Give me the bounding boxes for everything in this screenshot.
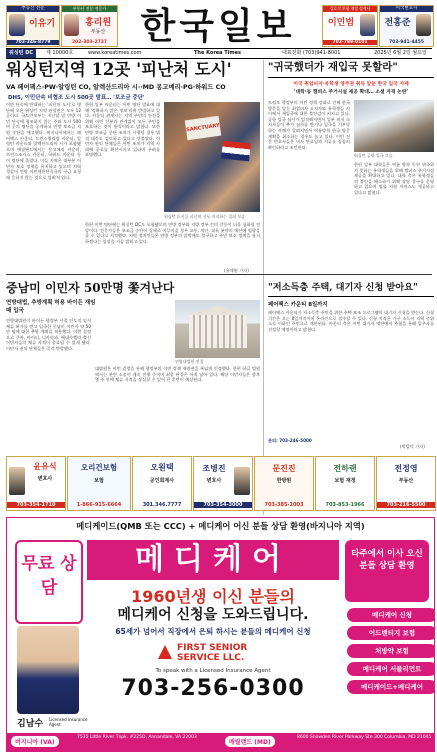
- ad-title: 전정영: [394, 464, 418, 473]
- agent-photo: [360, 14, 375, 36]
- ad-box-1[interactable]: [6, 456, 66, 511]
- lead-byline: (유제원 기자): [224, 268, 249, 273]
- ad-phone: 703-789-0101: [323, 40, 377, 45]
- lead-subheadline: VA 페어팩스·PW·알링턴 CO, 알렉산드리아 시··MD 몽고메리·PG·하워드 CO: [6, 84, 226, 91]
- ad-phone: 202-303-2737: [71, 40, 108, 45]
- menu-item-advantage[interactable]: 어드밴티지 보험: [347, 626, 435, 640]
- story2-photo: [354, 100, 434, 152]
- masthead-right-ad-2[interactable]: [379, 5, 434, 47]
- ad-phone: 703-941-4455: [388, 40, 425, 45]
- website-link[interactable]: www.koreatimes.com: [88, 50, 142, 56]
- ad-sub: 한방원: [276, 478, 292, 484]
- company-logo-icon: [157, 644, 173, 660]
- ad-phone: 703-354-1710: [7, 502, 65, 508]
- free-consult-badge: [15, 540, 83, 624]
- ad-tag: 부동산 전문: [7, 6, 59, 12]
- story3-photo: [175, 300, 260, 358]
- story2-body: 트럼프 행정부의 이민 정책 강화로 인해 한국 방문을 앞둔 취업비자 소지자와 유학생들 사이에서 재입국에 대한 불안감이 커지고 있다. 공항 입국 심사가 엄격해지면서 일부 비자 소지자들이 추가 심사를 받거나 입국을 거부당하는 사례가 알려지면서 여름방학 한국 방문 계획을 취소하는 경우도 늘고 있다. 이민 전문 변호사들은 비자 만료일과 서류를 꼼꼼히 확인하라고 조언한다.: [268, 100, 350, 150]
- story3-sub: 연방대법, 추방계획 허용 바이든 재임 때 입국: [6, 300, 96, 314]
- agent-photo: [416, 14, 431, 36]
- ad-phone: 301.346.7777: [142, 502, 182, 508]
- ad-title: 오리건보험: [80, 463, 118, 472]
- ad-sub: 부동산: [90, 29, 106, 35]
- masthead-title[interactable]: 한국일보: [140, 5, 296, 47]
- lead-photo-caption: 워싱턴 도시들 피난처 선포 지지하는 집회 모습: [164, 214, 246, 219]
- ad-name: 전홍준: [384, 18, 411, 28]
- ad-sub: 변호사: [37, 476, 53, 482]
- lead-body-left: 이번 단속에 반대하는 '피난처 도시'로 명단에 오른 워싱턴 지역 관할권은 모두 12곳이다. 국토안보부는 지난달 말 연방 이민 단속에 협조하지 않는 주와 도시 500여 곳의 명단을 공개하고 연방 보조금 지원 중단을 예고했다. 버지니아에서는 페어팩스 카운티, 프린스윌리엄 카운티, 알링턴 카운티와 알렉산드리아 시가 포함됐으며 메릴랜드에서는 몽고메리 카운티, 프린스조지스 카운티, 하워드 카운티 등이 명단에 올랐다. 이들 지역은 대부분 이민자 보호 정책을 유지하고 있으며 지역 경찰이 연방 이민세관단속국의 구금 요청에 응하지 않는 것으로 알려져 있다.: [6, 102, 81, 180]
- issue-number: 제 10000호: [46, 50, 74, 56]
- va-address: 7535 Little River Tnpk. #225D, Annandale, VA 22003: [77, 735, 197, 740]
- ad-phone: 703-346-8779: [7, 40, 59, 45]
- ad-title: 전하랜: [333, 464, 357, 473]
- medicare-top-banner: 메디케이드(QMB 또는 CCC) + 메디케어 어신 분들 상담 환영(바지니아 지역): [76, 521, 365, 531]
- medicare-title-band: [87, 540, 339, 580]
- ad-title: 오원택: [150, 463, 174, 472]
- lead-body-mid: 한편 일부 카운티는 이번 명단 발표에 대해 '정확하지 않은 정보'라며 반발하고 있다. 카운티 관계자는 지역 주민의 안전을 위해 이민 신분과 관계없이 모든 주민을 보호하는 것이 원칙이라고 밝혔다. 또한 연방 보조금 중단 조치가 시행될 경우 법적 대응도 검토하고 있다고 덧붙였다. 이민자 권익 단체들은 이번 조치가 지역 사회에 공포를 확산시키고 있다며 우려를 표명했다.: [85, 102, 160, 158]
- story2-sub2: '대학·동 캠퍼스 주거시설 제공 확대… 소셜 자격 논란': [294, 90, 408, 95]
- ad-photo: [234, 467, 250, 495]
- lead-kicker: DHS, 이민단속 비협조 도시 500곳 발표… '보조금 중단': [8, 95, 145, 101]
- ad-name: 홍리원: [84, 18, 112, 28]
- medicare-ad[interactable]: [6, 517, 435, 752]
- section-rule: [6, 274, 432, 275]
- ad-sub: 변호사: [206, 478, 222, 484]
- ad-phone: 703-354-3000: [194, 502, 252, 508]
- story3-headline[interactable]: 중남미 이민자 50만명 쫓겨난다: [6, 281, 175, 295]
- md-label: 메릴랜드 (MD): [225, 736, 275, 747]
- ad-tag: 미국변호사: [380, 6, 433, 12]
- signup-line: 메디케어 신청을 도와드립니다.: [117, 607, 309, 623]
- lead-body-bottom: 한편 이번 명단에는 워싱턴 DC도 포함됐으며 연방 정부와 지방 정부 간의 갈등이 더욱 심화될 전망이다. 전문가들은 보조금 중단이 실제로 이루어질 경우 교통, 치안, 교육 분야의 예산에 영향을 줄 수 있다고 지적했다. 지역 정치인들은 연방 정부의 압박에도 불구하고 주민 보호 정책을 유지하겠다는 입장을 거듭 밝히고 있다.: [85, 222, 260, 244]
- edition-badge: 워싱턴 DC: [6, 49, 36, 58]
- ad-box-4[interactable]: [193, 456, 253, 511]
- company-name: FIRST SENIOR SERVICE LLC.: [177, 643, 248, 663]
- paper-name-en: The Korea Times: [194, 50, 241, 56]
- ad-title: 문진진: [272, 464, 296, 473]
- story4-contact: 문의: 703-246-5000: [268, 438, 312, 443]
- court-building: [189, 314, 247, 348]
- ad-tag: 부동산 전문 전문가: [62, 6, 117, 12]
- court-roof: [185, 306, 251, 315]
- story4-sub: 페어팩스 카운티 8일까지: [268, 302, 328, 308]
- agent-photo: [9, 14, 25, 36]
- story4-headline[interactable]: "저소득층 주택, 대기자 신청 받아요": [268, 281, 434, 297]
- ad-phone: 1-866-915-6664: [76, 502, 122, 508]
- column-divider: [263, 60, 264, 515]
- agent-photo: [17, 626, 79, 714]
- masthead-info-bar: [6, 48, 432, 59]
- story2-body-2: 한편 일부 대학들은 여름 방학 동안 귀국하지 못하는 유학생들을 위해 캠퍼스 주거시설 제공을 확대하고 있다. 대학 측은 유학생들의 불안을 해소하기 위해 상담 창구를 운영하고 있으며 법률 지원 서비스도 제공하고 있다고 밝혔다.: [354, 162, 434, 195]
- masthead-left-ad-2[interactable]: [61, 5, 118, 47]
- ad-sub: 보험: [94, 478, 104, 484]
- protest-sign: SANCTUARY: [185, 116, 221, 141]
- agent-photo: [64, 14, 79, 36]
- story2-photo-caption: 워싱턴 공항 입국 모습: [354, 153, 393, 158]
- ad-title: 윤유식: [33, 462, 57, 471]
- agent-note: To speak with a Licensed Insurance Agent: [155, 668, 271, 674]
- move-in-badge: [345, 540, 429, 602]
- ad-sub: 공인회계사: [149, 478, 175, 484]
- agent-name: 김남수: [17, 719, 44, 729]
- menu-item-supplement[interactable]: 메디케어 서플리먼트: [347, 662, 435, 676]
- ad-box-2[interactable]: [67, 456, 131, 511]
- main-phone: 대표전화 (703)941-8001: [282, 50, 341, 56]
- masthead-left-ad-1[interactable]: [6, 5, 60, 47]
- medicare-footer: [7, 733, 434, 751]
- issue-date: 2025년 6월 2일 월요일: [374, 50, 427, 56]
- free-consult-text: 무료 상담: [21, 554, 77, 598]
- born-1960-line: 1960년생 이신 분들의: [131, 587, 295, 606]
- va-label: 버지니아 (VA): [11, 736, 59, 747]
- story3-body: 연방대법원이 바이든 행정부 시절 인도적 임시 체류 허가를 받고 입국한 중남미 이민자 약 50만 명에 대한 추방 계획을 허용했다. 이번 결정으로 쿠바, 아이티, 니카라과, 베네수엘라 출신 이민자들의 체류 자격이 종료될 수 있게 됐다. 이민자 권익 단체들은 즉각 반발했다.: [6, 318, 91, 351]
- ad-phone: 703-853-1966: [325, 502, 365, 508]
- story2-headline[interactable]: "귀국했더가 재입국 못할라": [268, 60, 434, 78]
- story3-body-2: 대법원은 이번 결정을 통해 행정부의 이민 정책 재량권을 폭넓게 인정했다. 한편 하급 법원에서는 관련 소송이 계속 진행 중이며 최종 판결은 아직 남아 있다. 해당 이민자들은 향후 몇 주 안에 체류 자격을 상실할 수 있어 큰 혼란이 예상된다.: [95, 366, 260, 383]
- lead-photo: [164, 102, 260, 212]
- lead-headline[interactable]: 워싱턴지역 12곳 '피난처 도시': [6, 60, 232, 79]
- ad-box-5[interactable]: [254, 456, 314, 511]
- masthead-right-ad-1[interactable]: [322, 5, 378, 47]
- story2-sub1: 미국 취업비자·유학생 영주권 취득 앞둔 한국 입국 자제: [293, 82, 409, 87]
- ads-row: [6, 456, 434, 511]
- medicare-phone[interactable]: 703-256-0300: [121, 676, 305, 701]
- retire-line: 65세가 넘어서 직장에서 은퇴 하시는 분들의 메디케어 신청: [115, 627, 311, 636]
- md-address: 8600 Snowden River Parkway Ste 300 Columbia, MD 21045: [297, 735, 432, 740]
- ad-name: 이유기: [28, 19, 56, 29]
- ad-phone: 703-385-1003: [264, 502, 304, 508]
- ad-box-3[interactable]: [132, 456, 192, 511]
- protest-flag: [221, 141, 251, 162]
- medicare-title: 메디케어: [135, 542, 291, 577]
- story4-byline: (박광덕 기자): [400, 444, 425, 449]
- story4-body: 페어팩스 카운티가 저소득층 주민을 위한 주택 보조 프로그램의 대기자 신청을 받는다. 신청 기간은 오는 8일까지이며 온라인으로 접수할 수 있다. 신청 자격은 가구 소득이 지역 중위 소득 이하인 주민으로 제한된다. 카운티 측은 이번 대기자 명단에서 추첨을 통해 입주자를 선정할 예정이라고 밝혔다.: [268, 310, 434, 332]
- story3-photo-caption: 연방대법원 전경: [175, 359, 204, 364]
- menu-item-medicaid[interactable]: 메디케이드+메디케어: [347, 680, 435, 694]
- ad-box-6[interactable]: [315, 456, 375, 511]
- ad-tag: 김호석 보험 재정 설계사: [323, 6, 377, 12]
- agent-title: Licensed Insurance Agent: [49, 717, 88, 727]
- ad-phone: 703-216-5500: [377, 502, 435, 508]
- move-in-text: 타주에서 이사 오신 분들 상담 환영: [351, 549, 423, 571]
- ad-photo: [9, 467, 25, 495]
- ad-title: 조병진: [202, 464, 226, 473]
- ad-name: 이민범: [327, 18, 355, 28]
- menu-item-signup[interactable]: 메디케어 신청: [347, 608, 435, 622]
- ad-sub: 부동산: [398, 478, 414, 484]
- ad-sub: 보험 재정: [334, 478, 356, 484]
- menu-item-drug[interactable]: 처방약 보험: [347, 644, 435, 658]
- ad-box-7[interactable]: [376, 456, 436, 511]
